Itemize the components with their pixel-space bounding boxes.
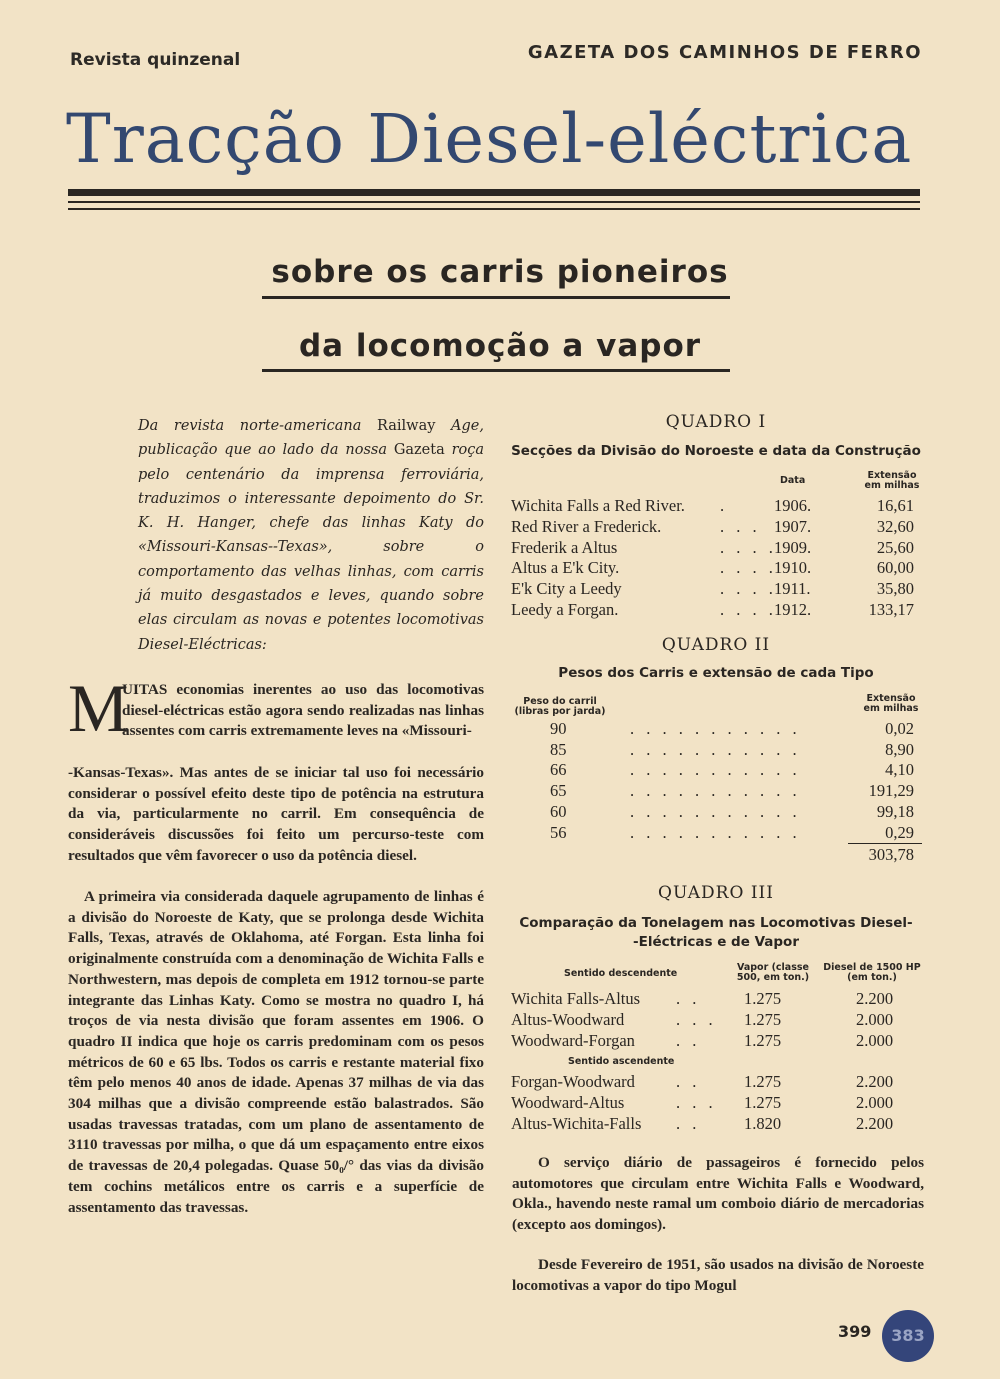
quadro-2-total-rule xyxy=(848,843,922,844)
drop-cap: M xyxy=(68,670,129,746)
quadro-1-row-name: E'k City a Leedy xyxy=(511,579,622,599)
quadro-3-title: QUADRO III xyxy=(658,883,774,903)
quadro-3-row-diesel: 2.000 xyxy=(856,1009,894,1029)
intro-text-a: Da revista norte-americana xyxy=(138,418,362,434)
quadro-2-col-ext: Extensão em milhas xyxy=(863,693,919,714)
quadro-3-row-dots: . . xyxy=(676,1030,701,1050)
subtitle-1: sobre os carris pioneiros xyxy=(271,254,729,290)
paragraph-1-top: UITAS economias inerentes ao uso das locomotivas diesel-eléctricas estão agora sendo realizadas nas linhas assentes com carris extremamente leves na «Missouri- xyxy=(122,681,484,740)
quadro-1-row-name: Red River a Frederick. xyxy=(511,516,662,536)
quadro-2-row-ext: 191,29 xyxy=(868,781,914,801)
paragraph-1: -Kansas-Texas». Mas antes de se iniciar tal uso foi necessário considerar o possível efeito deste tipo de potência na estrutura da via, particularmente no carril. Em consequência de consideráveis discussões foi feito um percurso-teste com resultados que vêm favorecer o uso da potência diesel. xyxy=(68,764,484,864)
quadro-1-row-year: 1909. xyxy=(774,537,812,557)
quadro-1-row-ext: 35,80 xyxy=(876,579,914,599)
title-rule-thick xyxy=(68,189,920,196)
quadro-3-row-name: Wichita Falls-Altus xyxy=(511,989,641,1008)
subtitle-1-underline xyxy=(262,296,730,299)
quadro-1-row-dots: . . . . xyxy=(720,558,777,578)
quadro-3-row-vapor: 1.275 xyxy=(744,1072,782,1091)
subtitle-2-underline xyxy=(262,369,730,372)
intro-text-c: Age, publicação que ao lado da nossa xyxy=(138,418,484,459)
quadro-1-row-ext: 32,60 xyxy=(876,516,914,536)
quadro-1-row-dots: . . . xyxy=(720,516,761,536)
quadro-1-row-dots: . . . . xyxy=(720,579,777,599)
quadro-2-row-ext: 99,18 xyxy=(876,801,914,821)
quadro-3-row-diesel: 2.200 xyxy=(856,1113,894,1133)
quadro-3-row-name: Woodward-Forgan xyxy=(511,1030,635,1050)
quadro-3-col-sentido: Sentido descendente xyxy=(564,968,678,979)
quadro-3-row-name: Woodward-Altus xyxy=(511,1092,625,1112)
quadro-2-row-peso: 90 xyxy=(550,719,567,738)
quadro-3-row-diesel: 2.200 xyxy=(856,989,894,1008)
quadro-3-sentido-asc: Sentido ascendente xyxy=(568,1056,675,1067)
quadro-1-title: QUADRO I xyxy=(665,412,767,432)
quadro-2-row-dots: . . . . . . . . . . . xyxy=(630,719,801,738)
quadro-2-row-peso: 56 xyxy=(550,822,567,842)
quadro-3-row-vapor: 1.275 xyxy=(744,1009,782,1029)
quadro-3-row-dots: . . . xyxy=(676,1092,717,1112)
quadro-1-row-ext: 133,17 xyxy=(868,600,914,619)
quadro-3-row-vapor: 1.820 xyxy=(744,1113,782,1133)
quadro-2-row-ext: 8,90 xyxy=(885,739,914,759)
quadro-3-row-vapor: 1.275 xyxy=(744,1092,782,1112)
quadro-3-row-name: Altus-Wichita-Falls xyxy=(511,1113,642,1133)
quadro-1-row-ext: 60,00 xyxy=(876,558,914,578)
quadro-2-row-dots: . . . . . . . . . . . xyxy=(630,781,801,801)
quadro-3-row-vapor: 1.275 xyxy=(744,1030,782,1050)
quadro-3-col-diesel: Diesel de 1500 HP (em ton.) xyxy=(823,962,921,983)
quadro-3-row-dots: . . xyxy=(676,1113,701,1133)
quadro-1-row-ext: 16,61 xyxy=(876,496,914,515)
quadro-3-col-vapor: Vapor (classe 500, em ton.) xyxy=(736,962,810,983)
quadro-2-row-peso: 65 xyxy=(550,781,567,801)
quadro-3-row-dots: . . . xyxy=(676,1009,717,1029)
quadro-2-row-peso: 60 xyxy=(550,801,567,821)
quadro-3-row-vapor: 1.275 xyxy=(744,989,782,1008)
quadro-2-row-ext: 0,29 xyxy=(885,822,914,842)
quadro-3-caption-2: -Eléctricas e de Vapor xyxy=(633,934,799,950)
quadro-2-row-ext: 4,10 xyxy=(885,760,914,780)
page-number: 399 xyxy=(838,1322,872,1341)
quadro-1-row-name: Frederik a Altus xyxy=(511,537,618,557)
quadro-3-row-name: Forgan-Woodward xyxy=(511,1072,635,1091)
page-sticker: 383 xyxy=(882,1310,934,1362)
header-right: GAZETA DOS CAMINHOS DE FERRO xyxy=(527,42,922,63)
quadro-3-caption-1: Comparação da Tonelagem nas Locomotivas Diesel- xyxy=(519,915,913,931)
quadro-2-row-ext: 0,02 xyxy=(885,719,914,738)
quadro-3-row-diesel: 2.000 xyxy=(856,1092,894,1112)
quadro-1-row-dots: . . . . xyxy=(720,537,777,557)
quadro-1-col-ext: Extensão em milhas xyxy=(864,470,920,491)
quadro-2-title: QUADRO II xyxy=(661,635,771,655)
quadro-1-row-ext: 25,60 xyxy=(876,537,914,557)
title-rule-thin-2 xyxy=(68,208,920,210)
subtitle-2: da locomoção a vapor xyxy=(298,328,702,364)
intro-text-b: Railway xyxy=(377,418,436,434)
quadro-3-row-name: Altus-Woodward xyxy=(511,1009,625,1029)
paragraph-3: O serviço diário de passageiros é fornecido pelos automotores que circulam entre Wichita Falls e Woodward, Okla., havendo neste ramal um comboio diário de mercadorias (excepto aos domingos). xyxy=(512,1154,924,1234)
quadro-2-total: 303,78 xyxy=(868,845,914,864)
quadro-1-row-year: 1907. xyxy=(774,516,812,536)
quadro-1-row-year: 1906. xyxy=(774,496,812,515)
title-rule-thin-1 xyxy=(68,201,920,203)
quadro-2-caption: Pesos dos Carris e extensão de cada Tipo xyxy=(558,665,874,681)
quadro-2-row-peso: 85 xyxy=(550,739,567,759)
intro-text-d: Gazeta xyxy=(393,442,445,459)
quadro-3-row-dots: . . xyxy=(676,989,701,1008)
quadro-1-row-dots: . . . . xyxy=(720,600,777,619)
quadro-2-col-peso: Peso do carril (libras por jarda) xyxy=(514,696,606,717)
quadro-1-caption: Secções da Divisão do Noroeste e data da Construção xyxy=(511,443,921,459)
quadro-2-row-dots: . . . . . . . . . . . xyxy=(630,760,801,780)
paragraph-2: A primeira via considerada daquele agrupamento de linhas é a divisão do Noroeste de Katy, que se prolonga desde Wichita Falls, Texas, através de Oklahoma, até Forgan. Esta linha foi originalmente construída com a denominação de Wichita Falls e Northwestern, mas depois de completa em 1912 tornou-se parte integrante das Linhas Katy. Como se mostra no quadro I, há troços de via nesta divisão que foram assentes em 1906. O quadro II indica que hoje os carris predominam com os pesos métricos de 60 e 65 lbs. Todos os carris e restante material fixo têm pelo menos 40 anos de idade. Apenas 37 milhas de via das 304 milhas que a divisão compreende estão balastrados. São usadas travessas tratadas, com um plano de assentamento de 3110 travessas por milha, o que dá um espaçamento entre eixos de travessas de 20,4 polegadas. Quase 50₀/° das vias da divisão tem cochins metálicos entre os carris e a superfície de assentamento das travessas. xyxy=(68,888,484,1216)
intro-text-e: roça pelo centenário da imprensa ferroviária, traduzimos o interessante depoimento do Sr. K. H. Hanger, chefe das linhas Katy do «Missouri-Kansas--Texas», sobre o comportamento das velhas linhas, com carris já muito desgastados e leves, quando sobre elas circulam as novas e potentes locomotivas Diesel-Eléctricas: xyxy=(138,442,484,653)
quadro-1-row-year: 1910. xyxy=(774,558,812,578)
quadro-2-row-dots: . . . . . . . . . . . xyxy=(630,801,801,821)
quadro-1-row-year: 1911. xyxy=(774,579,811,599)
quadro-1-row-name: Altus a E'k City. xyxy=(511,558,620,578)
quadro-3-row-diesel: 2.200 xyxy=(856,1072,894,1091)
quadro-3-row-diesel: 2.000 xyxy=(856,1030,894,1050)
quadro-1-col-data: Data xyxy=(780,475,806,486)
quadro-2-row-dots: . . . . . . . . . . . xyxy=(630,822,801,842)
header-left: Revista quinzenal xyxy=(70,50,241,70)
quadro-2-row-dots: . . . . . . . . . . . xyxy=(630,739,801,759)
quadro-1-row-year: 1912. xyxy=(774,600,812,619)
quadro-3-row-dots: . . xyxy=(676,1072,701,1091)
quadro-1-row-dots: . xyxy=(720,496,729,515)
intro-paragraph xyxy=(138,414,484,657)
page-title: Tracção Diesel-eléctrica xyxy=(66,100,913,178)
quadro-1-row-name: Leedy a Forgan. xyxy=(511,600,619,619)
quadro-2-row-peso: 66 xyxy=(550,760,567,780)
quadro-1-row-name: Wichita Falls a Red River. xyxy=(511,496,685,515)
paragraph-4: Desde Fevereiro de 1951, são usados na divisão de Noroeste locomotivas a vapor do tipo Mogul xyxy=(512,1256,924,1294)
